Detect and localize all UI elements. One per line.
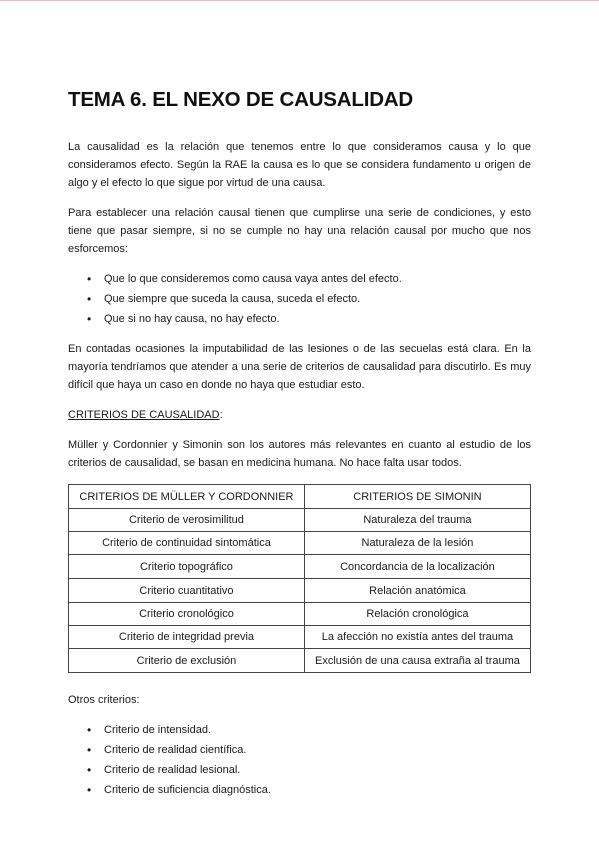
table-row xyxy=(69,579,531,603)
intro-paragraph: La causalidad es la relación que tenemos entre lo que consideramos causa y lo que consideramos efecto. Según la RAE la causa es lo que se considera fundamento u origen de algo y el efecto lo que sigue por virtud de una causa. xyxy=(68,141,531,189)
page-title: TEMA 6. EL NEXO DE CAUSALIDAD xyxy=(68,88,414,111)
table-cell: Relación cronológica xyxy=(304,603,530,626)
authors-paragraph: Müller y Cordonnier y Simonin son los autores más relevantes en cuanto al estudio de los criterios de causalidad, se basan en medicina humana. No hace falta usar todos. xyxy=(68,439,531,469)
conditions-intro-paragraph: Para establecer una relación causal tienen que cumplirse una serie de condiciones, y esto tiene que pasar siempre, si no se cumple no hay una relación causal por mucho que nos esforcemos: xyxy=(68,207,531,255)
list-item: • Que siempre que suceda la causa, suceda el efecto. xyxy=(104,290,531,308)
criteria-heading-colon: : xyxy=(219,409,223,421)
table-cell: Naturaleza del trauma xyxy=(304,509,530,532)
table-row xyxy=(69,603,531,626)
table-cell: La afección no existía antes del trauma xyxy=(304,626,530,649)
table-row xyxy=(69,555,531,579)
document-page xyxy=(68,86,531,811)
list-item: • Criterio de realidad científica. xyxy=(104,741,531,759)
table-row xyxy=(69,626,531,649)
table-cell: Criterio cuantitativo xyxy=(69,579,305,603)
other-criteria-list xyxy=(68,721,531,799)
table-cell: Naturaleza de la lesión xyxy=(304,532,530,555)
imputability-paragraph: En contadas ocasiones la imputabilidad de las lesiones o de las secuelas está clara. En la mayoría tendríamos que atender a una serie de criterios de causalidad para discutirlo. Es muy difícil que haya un caso en donde no haya que estudiar esto. xyxy=(68,343,531,391)
table-header-muller: CRITERIOS DE MÜLLER Y CORDONNIER xyxy=(69,485,305,509)
list-item: • Que si no hay causa, no hay efecto. xyxy=(104,310,531,328)
criteria-heading: CRITERIOS DE CAUSALIDAD xyxy=(68,409,220,421)
table-cell: Relación anatómica xyxy=(304,579,530,603)
criteria-heading-line xyxy=(68,406,531,424)
criteria-table xyxy=(68,484,531,673)
table-cell: Criterio cronológico xyxy=(69,603,305,626)
table-cell: Criterio de continuidad sintomática xyxy=(69,532,305,555)
table-header-row xyxy=(69,485,531,509)
list-item: • Que lo que consideremos como causa vaya antes del efecto. xyxy=(104,270,531,288)
list-item: • Criterio de intensidad. xyxy=(104,721,531,739)
table-row xyxy=(69,649,531,673)
other-criteria-label: Otros criterios: xyxy=(68,694,140,706)
list-item: • Criterio de suficiencia diagnóstica. xyxy=(104,781,531,799)
table-row xyxy=(69,509,531,532)
table-cell: Exclusión de una causa extraña al trauma xyxy=(304,649,530,673)
table-cell: Criterio topográfico xyxy=(69,555,305,579)
table-cell: Criterio de verosimilitud xyxy=(69,509,305,532)
table-cell: Criterio de integridad previa xyxy=(69,626,305,649)
top-divider xyxy=(0,0,599,1)
table-row xyxy=(69,532,531,555)
table-header-simonin: CRITERIOS DE SIMONIN xyxy=(304,485,530,509)
list-item: • Criterio de realidad lesional. xyxy=(104,761,531,779)
conditions-list xyxy=(68,270,531,328)
table-cell: Concordancia de la localización xyxy=(304,555,530,579)
table-cell: Criterio de exclusión xyxy=(69,649,305,673)
